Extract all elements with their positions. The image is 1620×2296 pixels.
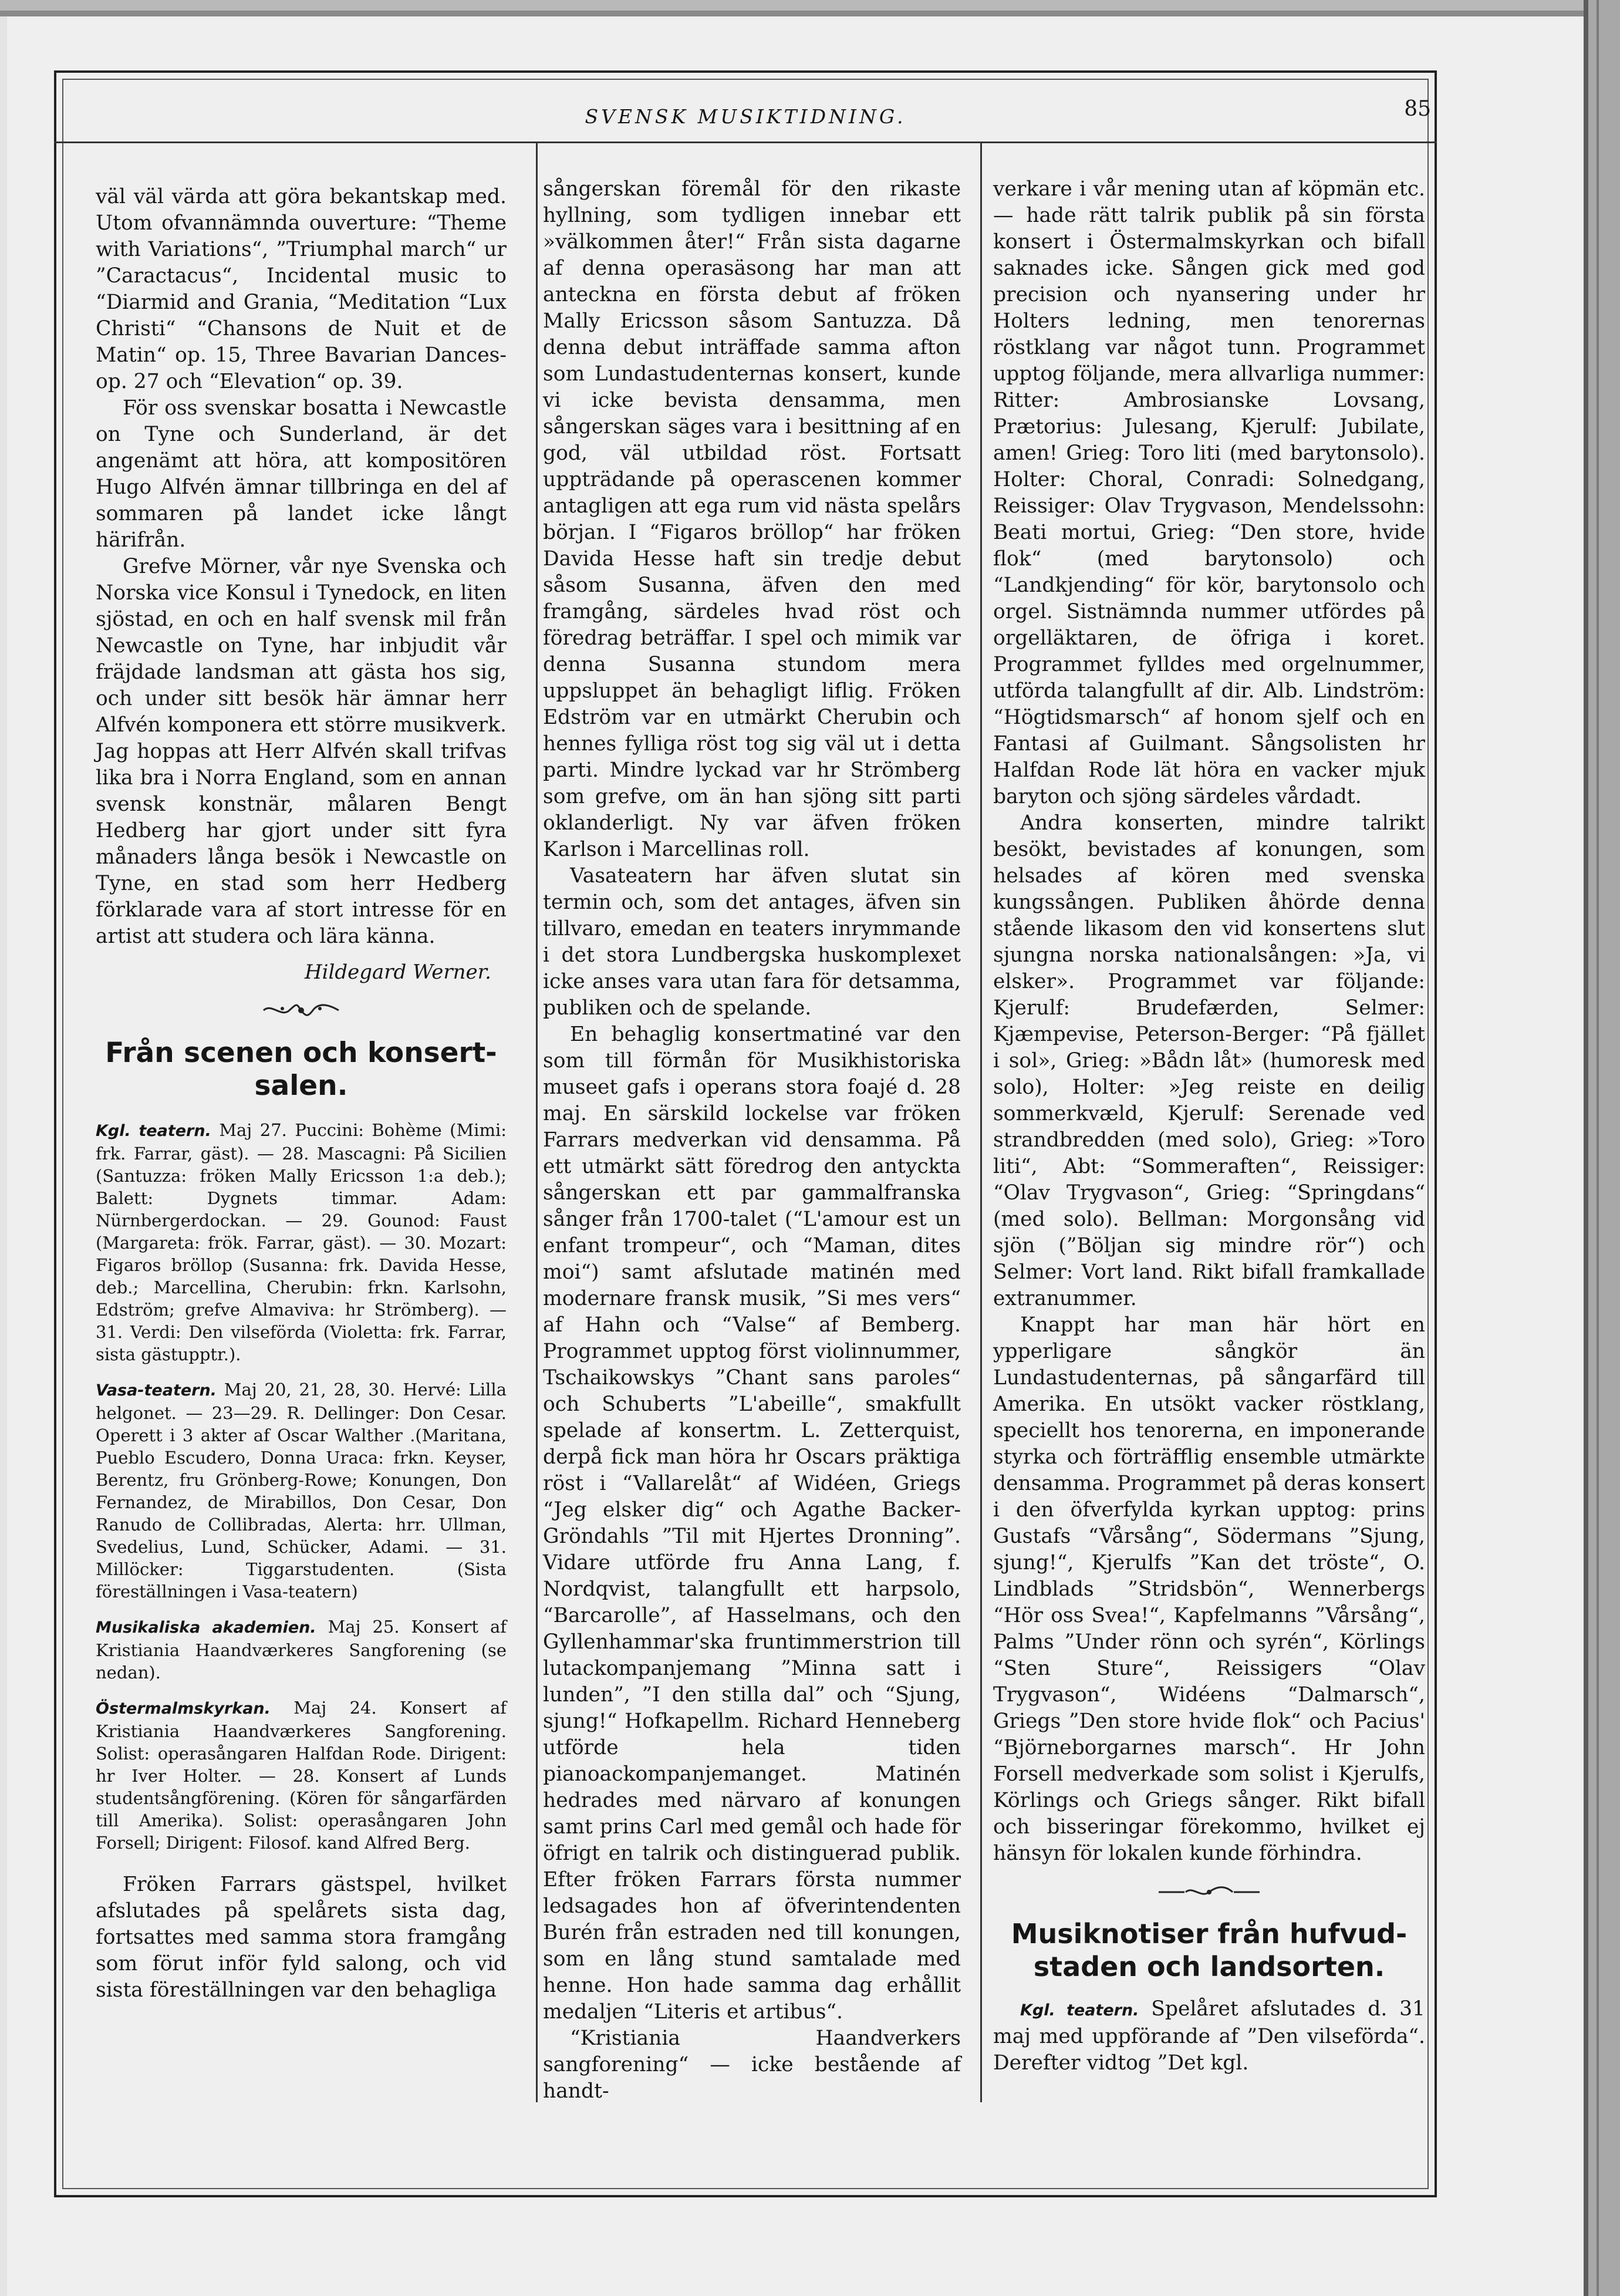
paragraph: Grefve Mörner, vår nye Svenska och Norska vice Konsul i Tynedock, en liten sjöstad, en och en half svensk mil från Newcastle on Tyne, har inbjudit vår fräjdade landsman att gästa hos sig, och under sitt besök här ämnar herr Alfvén komponera ett större musikverk. Jag hoppas att Herr Alfvén skall trifvas lika bra i Norra England, som en annan svensk konstnär, målaren Bengt Hedberg har gjort under sitt fyra månaders långa besök i Newcastle on Tyne, en stad som herr Hedberg förklarade vara af stort intresse för en artist att studera och lära känna. (96, 555, 507, 948)
flourish-ornament-icon (1156, 1884, 1262, 1900)
paragraph: “Kristiania Haandverkers sangforening“ — icke bestående af handt- (543, 2027, 961, 2103)
section-heading (993, 1917, 1425, 1983)
entry-lead: Kgl. teatern. (1020, 2001, 1139, 2019)
listing-entry (96, 1378, 507, 1603)
entry-lead: Musikaliska akademien. (96, 1619, 316, 1637)
entry-text: Maj 24. Konsert af Kristiania Haandværkeres Sangforening. Solist: operasångaren Halfdan Rode. Dirigent: hr Iver Holter. — 28. Konsert af Lunds studentsångförening. (Kören för sångarfärden till Amerika). Solist: operasångaren John Forsell; Dirigent: Filosof. kand Alfred Berg. (96, 1698, 507, 1853)
page-binding-edge (1584, 0, 1620, 2296)
column-3 (993, 176, 1425, 2076)
author-signature: Hildegard Werner. (304, 960, 491, 984)
page-number: 85 (1404, 97, 1431, 121)
listing-entry (96, 1697, 507, 1854)
column-rule-right (980, 141, 982, 2102)
section-heading-line: Från scenen och konsert- (105, 1037, 497, 1069)
paragraph: väl väl värda att göra bekantskap med. Utom ofvannämnda ouverture: “Theme with Variations“, ”Triumphal march“ ur ”Caractacus“, Incidental music to “Diarmid and Grania, “Meditation “Lux Christi“ “Chansons de Nuit et de Matin“ op. 15, Three Bavarian Dances- op. 27 och “Elevation“ op. 39. (96, 185, 507, 393)
paragraph: verkare i vår mening utan af köpmän etc. — hade rätt talrik publik på sin första konsert i Östermalmskyrkan och bifall saknades icke. Sången gick med god precision och nyansering under hr Holters ledning, men tenorernas röstklang var något tunn. Programmet upptog följande, mera allvarliga nummer: Ritter: Ambrosianske Lovsang, Prætorius: Julesang, Kjerulf: Jubilate, amen! Grieg: Toro liti (med barytonsolo). Holter: Choral, Conradi: Solnedgang, Reissiger: Olav Trygvason, Mendelssohn: Beati mortui, Grieg: “Den store, hvide flok“ (med barytonsolo) och “Landkjending“ för kör, barytonsolo och orgel. Sistnämnda nummer utfördes på orgelläktaren, de öfriga i koret. Programmet fylldes med orgelnummer, utförda talangfullt af dir. Alb. Lindström: “Högtidsmarsch“ af honom sjelf och en Fantasi af Guilmant. Sångsolisten hr Halfdan Rode lät höra en vacker mjuk baryton och sjöng särdeles vårdadt. (993, 177, 1425, 808)
listing-entry (96, 1616, 507, 1684)
paragraph: En behaglig konsertmatiné var den som till förmån för Musikhistoriska museet gafs i operans stora foajé d. 28 maj. En särskild lockelse var fröken Farrars medverkan vid densamma. På ett utmärkt sätt föredrog den antyckta sångerskan ett par gammalfranska sånger från 1700-talet (“L'amour est un enfant trompeur“, och “Maman, dites moi“) samt afslutade matinén med modernare fransk musik, ”Si mes vers“ af Hahn och “Valse“ af Bemberg. Programmet upptog först violinnummer, Tschaikowskys ”Chant sans paroles“ och Schuberts ”L'abeille“, smakfullt spelade af konsertm. L. Zetterquist, derpå fick man höra hr Oscars präktiga röst i “Vallarelåt“ af Widéen, Griegs “Jeg elsker dig“ och Agathe Backer-Gröndahls ”Til mit Hjertes Dronning”. Vidare utförde fru Anna Lang, f. Nordqvist, talangfullt ett harpsolo, “Barcarolle”, af Hasselmans, och den Gyllenhammar'ska fruntimmerstrion till lutackompanjemang ”Minna satt i lunden”, ”I den stilla dal” och “Sjung, sjung!“ Hofkapellm. Richard Henneberg utförde hela tiden pianoackompanjemanget. Matinén hedrades med närvaro af konungen samt prins Carl med gemål och hade för öfrigt en talrik och distinguerad publik. Efter fröken Farrars första nummer ledsagades hon af öfverintendenten Burén från estraden ned till konungen, som en lång stund samtalade med henne. Hon hade samma dag erhållit medaljen “Literis et artibus“. (543, 1023, 961, 2024)
paragraph: Fröken Farrars gästspel, hvilket afslutades på spelårets sista dag, fortsattes med samma stora framgång som förut inför fyld salong, och vid sista föreställningen var den behagliga (96, 1873, 507, 2002)
scan-top-edge (0, 0, 1620, 16)
entry-lead: Vasa-teatern. (96, 1381, 217, 1400)
section-heading-line: staden och landsorten. (1033, 1951, 1385, 1983)
paragraph: För oss svenskar bosatta i Newcastle on Tyne och Sunderland, är det angenämt att höra, att kompositören Hugo Alfvén ämnar tillbringa en del af sommaren på landet icke långt härifrån. (96, 396, 507, 552)
running-header (54, 97, 1437, 143)
paragraph: Andra konserten, mindre talrikt besökt, bevistades af konungen, som helsades af kören med svenska kungssången. Publiken åhörde denna stående likasom den vid konsertens slut sjungna norska nationalsången: »Ja, vi elsker». Programmet var följande: Kjerulf: Brudefærden, Selmer: Kjæmpevise, Peterson-Berger: “På fjället i sol», Grieg: »Bådn låt» (humoresk med solo), Holter: »Jeg reiste en deilig sommerkvæld, Kjerulf: Serenade ved strandbredden (med solo), Grieg: »Toro liti“, Abt: “Sommeraften“, Reissiger: “Olav Trygvason“, Grieg: “Springdans“ (med solo). Bellman: Morgonsång vid sjön (”Böljan sig mindre rör“) och Selmer: Vort land. Rikt bifall framkallade extranummer. (993, 811, 1425, 1310)
entry-text: Maj 20, 21, 28, 30. Hervé: Lilla helgonet. — 23—29. R. Dellinger: Don Cesar. Operett i 3 akter af Oscar Walther .(Maritana, Pueblo Escudero, Donna Uraca: frkn. Keyser, Berentz, fru Grönberg-Rowe; Konungen, Don Fernandez, de Mirabillos, Don Cesar, Don Ranudo de Collibradas, Alerta: hrr. Ullman, Svedelius, Lund, Schücker, Adami. — 31. Millöcker: Tiggarstudenten. (Sista föreställningen i Vasa-teatern) (96, 1380, 507, 1602)
entry-text: Maj 27. Puccini: Bohème (Mimi: frk. Farrar, gäst). — 28. Mascagni: På Sicilien (Santuzza: fröken Mally Ericsson 1:a deb.); Balett: Dygnets timmar. Adam: Nürnbergerdockan. — 29. Gounod: Faust (Margareta: frök. Farrar, gäst). — 30. Mozart: Figaros bröllop (Susanna: frk. Davida Hesse, deb.; Marcellina, Cherubin: frkn. Karlsohn, Edström; grefve Almaviva: hr Strömberg). — 31. Verdi: Den vilseförda (Violetta: frk. Farrar, sista gästupptr.). (96, 1120, 507, 1364)
entry-lead: Östermalmskyrkan. (96, 1700, 271, 1718)
flourish-ornament-icon (260, 1002, 342, 1019)
section-heading-line: salen. (254, 1070, 348, 1102)
column-1 (96, 184, 507, 2004)
paragraph: Knappt har man här hört en ypperligare sångkör än Lundastudenternas, på sångarfärd till Amerika. En utsökt vacker röstklang, speciellt hos tenorerna, en imponerande styrka och förträfflig ensemble utmärkte densamma. Programmet på deras konsert i den öfverfylda kyrkan upptog: prins Gustafs “Vårsång“, Södermans ”Sjung, sjung!“, Kjerulfs ”Kan det tröste“, O. Lindblads ”Stridsbön“, Wennerbergs “Hör oss Svea!“, Kapfelmanns ”Vårsång“, Palms ”Under rönn och syrén“, Körlings “Sten Sture“, Reissigers “Olav Trygvason“, Widéens “Dalmarsch“, Griegs ”Den store hvide flok“ och Pacius' “Björneborgarnes marsch“. Hr John Forsell medverkade som solist i Kjerulfs, Körlings och Griegs sånger. Rikt bifall och bisseringar förekommo, hvilket ej hänsyn för lokalen kunde förhindra. (993, 1313, 1425, 1865)
listing-entry (96, 1119, 507, 1366)
listing-entry (993, 1996, 1425, 2076)
column-rule-left (536, 141, 538, 2102)
paragraph: sångerskan föremål för den rikaste hyllning, som tydligen innebar ett »välkommen åter!“ Från sista dagarne af denna operasäsong har man att anteckna en första debut af fröken Mally Ericsson såsom Santuzza. Då denna debut inträffade samma afton som Lundastudenternas konsert, kunde vi icke bevista densamma, men sångerskan säges vara i besittning af en god, väl utbildad röst. Fortsatt uppträdande på operascenen kommer antagligen att ega rum vid nästa spelårs början. I “Figaros bröllop“ har fröken Davida Hesse haft sin tredje debut såsom Susanna, äfven den med framgång, särdeles hvad röst och föredrag beträffar. I spel och mimik var denna Susanna stundom mera uppsluppet än behagligt liflig. Fröken Edström var en utmärkt Cherubin och hennes fylliga röst tog sig väl ut i detta parti. Mindre lyckad var hr Strömberg som grefve, om än han sjöng sitt parti oklanderligt. Ny var äfven fröken Karlson i Marcellinas roll. (543, 177, 961, 861)
entry-lead: Kgl. teatern. (96, 1122, 211, 1140)
column-2 (543, 176, 961, 2105)
running-title: SVENSK MUSIKTIDNING. (585, 105, 906, 128)
section-heading (96, 1037, 507, 1103)
paragraph: Vasateatern har äfven slutat sin termin och, som det antages, äfven sin tillvaro, emedan en teaters inrymmande i det stora Lundbergska huskomplexet icke anses vara utan fara för detsamma, publiken och de spelande. (543, 864, 961, 1020)
entry-text: Maj 25. Konsert af Kristiania Haandværkeres Sangforening (se nedan). (96, 1617, 507, 1683)
entry-text: Spelåret afslutades d. 31 maj med uppförande af ”Den vilseförda“. Derefter vidtog ”Det kgl. (993, 1997, 1425, 2075)
section-heading-line: Musiknotiser från hufvud- (1011, 1918, 1408, 1950)
